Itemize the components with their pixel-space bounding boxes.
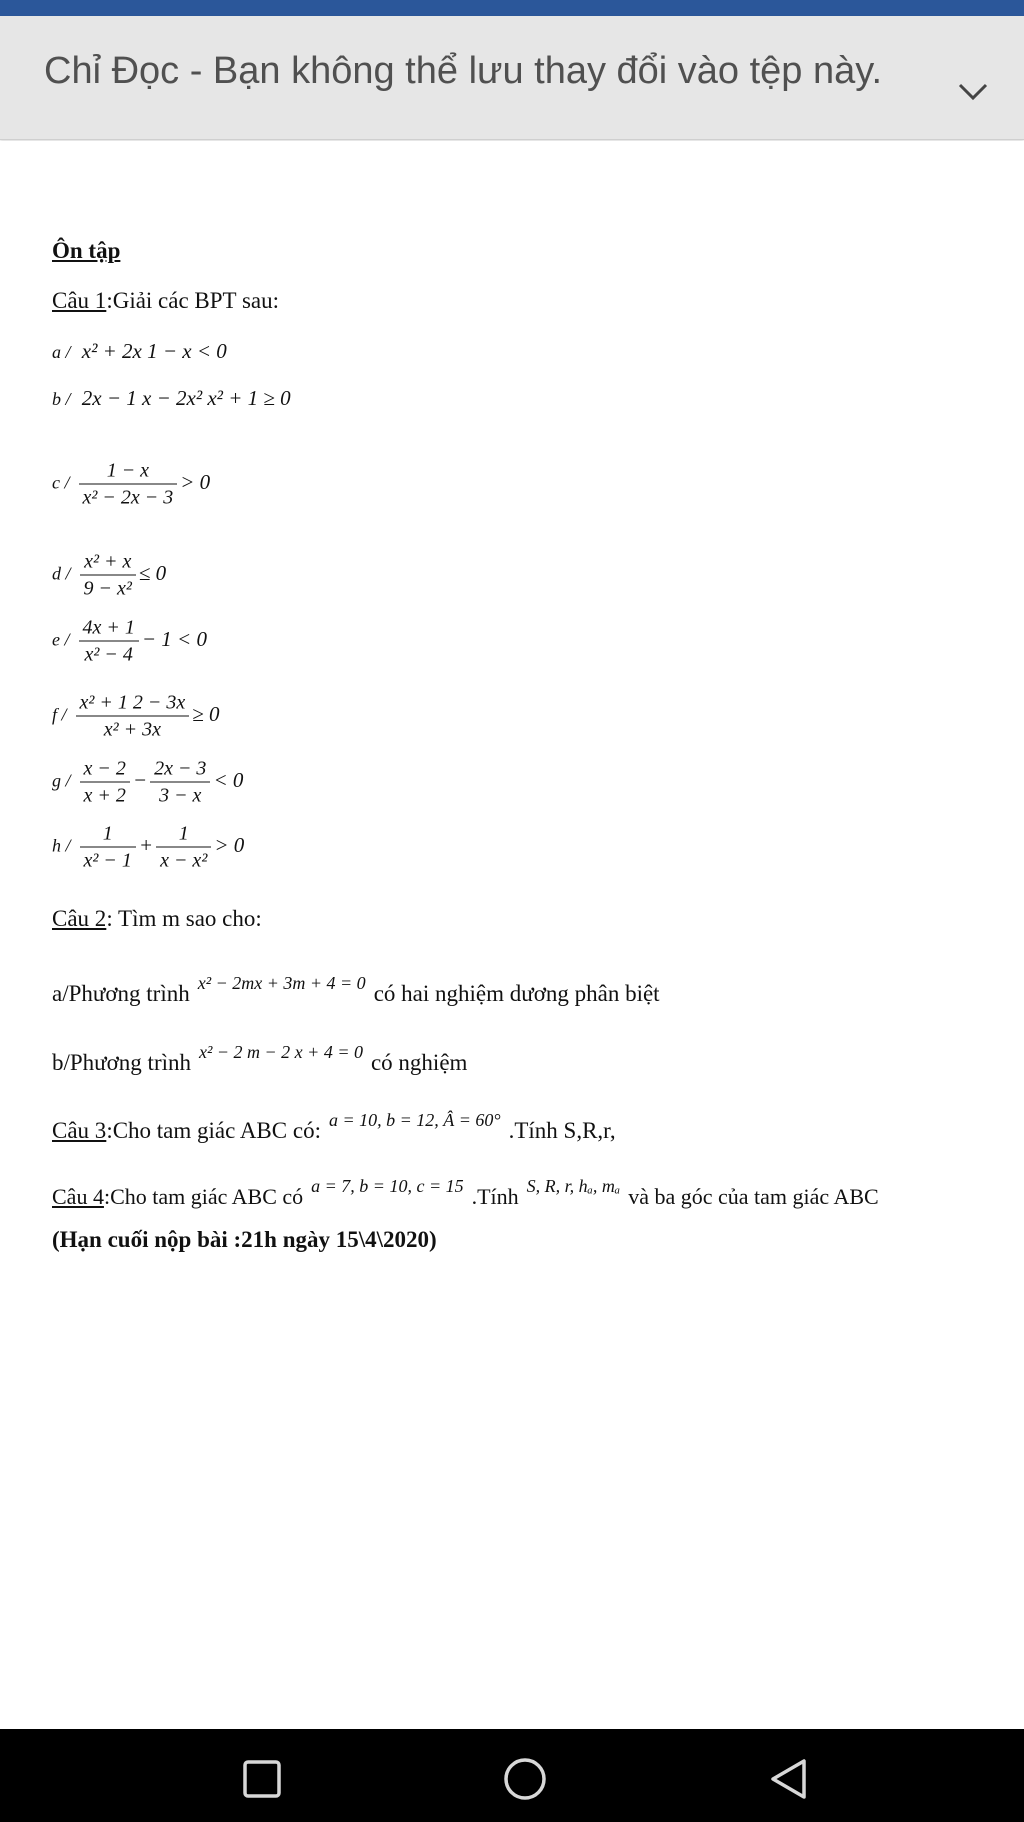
denominator: x² − 4 [84,643,133,666]
fraction [79,461,178,508]
q1-item-d [52,552,166,599]
question-3 [52,1111,616,1142]
operator: + [138,832,154,857]
q1-item-c [52,461,210,508]
readonly-banner[interactable] [0,16,1024,140]
q1-item-f [52,693,220,740]
q1-item-b [52,388,291,409]
item-label: f / [52,704,67,725]
denominator: x² + 3x [103,718,162,741]
denominator: 9 − x² [83,577,132,600]
q1-item-g [52,759,243,806]
numerator: x − 2 [80,759,130,783]
square-recents-icon[interactable] [238,1755,286,1803]
part-suffix: có hai nghiệm dương phân biệt [373,981,660,1006]
question-4-expression-2: S, R, r, hₐ, mₐ [526,1176,621,1196]
relation: < 0 [213,767,244,792]
question-2-part-a [52,974,660,1005]
fraction [80,824,136,871]
question-1-text: :Giải các BPT sau: [106,288,279,313]
question-4-expression: a = 7, b = 10, c = 15 [311,1176,464,1196]
question-2-part-b [52,1043,467,1074]
fraction [76,693,190,740]
relation: ≥ 0 [192,701,220,726]
document-page [0,141,1024,1729]
triangle-back-icon[interactable] [765,1755,813,1803]
question-4 [52,1177,879,1208]
relation: > 0 [214,832,245,857]
part-prefix: a/Phương trình [52,981,190,1006]
fraction [156,824,211,871]
relation: > 0 [180,469,211,494]
numerator: 4x + 1 [79,618,139,642]
readonly-message: Chỉ Đọc - Bạn không thể lưu thay đổi vào tệp này. [44,50,883,92]
item-label: a / [52,342,71,362]
question-2-label: Câu 2 [52,906,107,931]
denominator: x² − 1 [83,849,132,872]
numerator: 2x − 3 [150,759,210,783]
question-1-label: Câu 1 [52,288,107,313]
page-title: Ôn tập [52,238,121,263]
question-2-text: : Tìm m sao cho: [106,906,262,931]
denominator: x² − 2x − 3 [82,486,174,509]
item-label: b / [52,389,71,409]
question-2-heading [52,907,262,930]
question-4-mid: .Tính [471,1184,519,1209]
relation: ≤ 0 [138,560,167,585]
question-1-heading [52,289,279,312]
android-navigation-bar [0,1729,1024,1822]
item-expression: 2x − 1 x − 2x² x² + 1 ≥ 0 [81,386,291,410]
question-4-text: :Cho tam giác ABC có [103,1184,304,1209]
relation: − 1 < 0 [141,626,207,651]
numerator: 1 [80,824,136,848]
numerator: x² + 1 2 − 3x [76,693,190,717]
item-expression: x² + 2x 1 − x < 0 [81,339,227,363]
item-label: c / [52,472,70,493]
denominator: 3 − x [159,784,202,807]
fraction [79,618,139,665]
q1-item-e [52,618,207,665]
numerator: x² + x [80,552,136,576]
circle-home-icon[interactable] [501,1755,549,1803]
question-3-expression: a = 10, b = 12, Â = 60° [328,1110,501,1130]
q1-item-h [52,824,244,871]
fraction [150,759,210,806]
numerator: 1 [156,824,211,848]
part-prefix: b/Phương trình [52,1050,191,1075]
item-label: d / [52,563,71,584]
item-label: g / [52,770,71,791]
question-4-label: Câu 4 [52,1184,104,1209]
denominator: x + 2 [83,784,126,807]
numerator: 1 − x [79,461,178,485]
operator: − [132,767,148,792]
item-label: h / [52,835,71,856]
deadline-note: (Hạn cuối nộp bài :21h ngày 15\4\2020) [52,1227,437,1252]
question-3-text: :Cho tam giác ABC có: [106,1118,321,1143]
denominator: x − x² [160,849,208,872]
part-suffix: có nghiệm [370,1050,468,1075]
fraction [80,759,130,806]
question-4-suffix: và ba góc của tam giác ABC [628,1184,879,1209]
chevron-down-icon[interactable] [954,72,992,110]
q1-item-a [52,341,227,362]
fraction [80,552,136,599]
part-expression: x² − 2mx + 3m + 4 = 0 [197,973,366,993]
question-3-label: Câu 3 [52,1118,107,1143]
question-3-suffix: .Tính S,R,r, [508,1118,616,1143]
part-expression: x² − 2 m − 2 x + 4 = 0 [199,1042,363,1062]
app-accent-bar [0,0,1024,16]
item-label: e / [52,629,70,650]
